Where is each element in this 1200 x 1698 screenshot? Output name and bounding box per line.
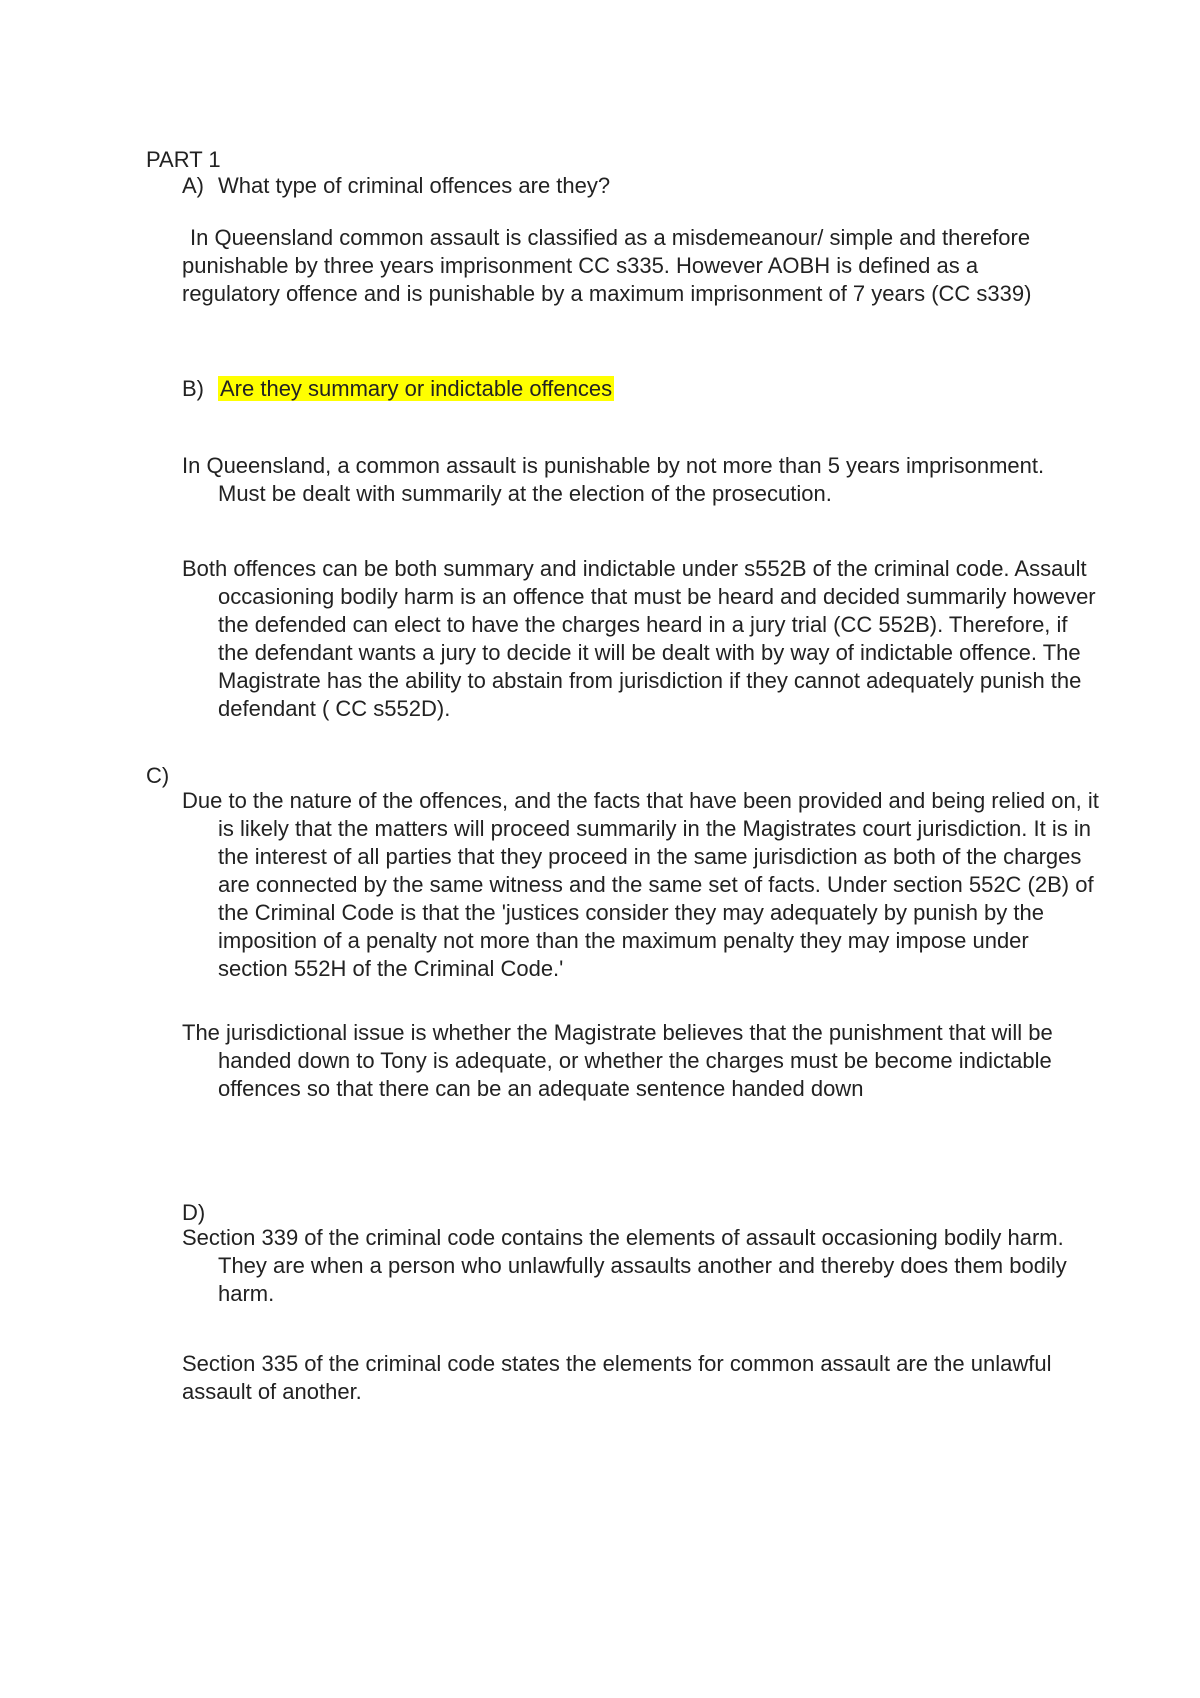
section-c-paragraph-2: The jurisdictional issue is whether the Magistrate believes that the punishment that will be handed down to Tony is adequate, or whether the charges must be become indictable offences so that there can be an adequate sentence handed down xyxy=(182,1020,1053,1101)
section-a-question-text: What type of criminal offences are they? xyxy=(218,173,611,198)
section-b-question xyxy=(182,375,614,403)
section-b-label: B) xyxy=(182,376,204,401)
section-b-question-highlighted: Are they summary or indictable offences xyxy=(220,376,613,401)
section-a-label: A) xyxy=(182,173,204,198)
part-title: PART 1 xyxy=(146,147,221,172)
section-d-label: D) xyxy=(182,1200,206,1225)
section-a-question xyxy=(182,172,610,200)
section-b-paragraph-1: In Queensland, a common assault is punishable by not more than 5 years imprisonment. Must be dealt with summarily at the election of the prosecution. xyxy=(182,453,1045,506)
section-c-paragraph-1: Due to the nature of the offences, and the facts that have been provided and being relied on, it is likely that the matters will proceed summarily in the Magistrates court jurisdiction. It is in the interest of all parties that they proceed in the same jurisdiction as both of the charges are connected by the same witness and the same set of facts. Under section 552C (2B) of the Criminal Code is that the 'justices consider they may adequately by punish by the imposition of a penalty not more than the maximum penalty they may impose under section 552H of the Criminal Code.' xyxy=(182,788,1099,981)
section-a-answer: In Queensland common assault is classified as a misdemeanour/ simple and therefore punishable by three years imprisonment CC s335. However AOBH is defined as a regulatory offence and is punishable by a maximum imprisonment of 7 years (CC s339) xyxy=(182,225,1032,306)
section-d-paragraph-1: Section 339 of the criminal code contains the elements of assault occasioning bodily harm. They are when a person who unlawfully assaults another and thereby does them bodily harm. xyxy=(182,1225,1067,1306)
section-b-paragraph-2: Both offences can be both summary and indictable under s552B of the criminal code. Assault occasioning bodily harm is an offence that must be heard and decided summarily however the defended can elect to have the charges heard in a jury trial (CC 552B). Therefore, if the defendant wants a jury to decide it will be dealt with by way of indictable offence. The Magistrate has the ability to abstain from jurisdiction if they cannot adequately punish the defendant ( CC s552D). xyxy=(182,556,1096,721)
section-c-label: C) xyxy=(146,763,170,788)
section-d-paragraph-2: Section 335 of the criminal code states the elements for common assault are the unlawful assault of another. xyxy=(182,1351,1052,1404)
